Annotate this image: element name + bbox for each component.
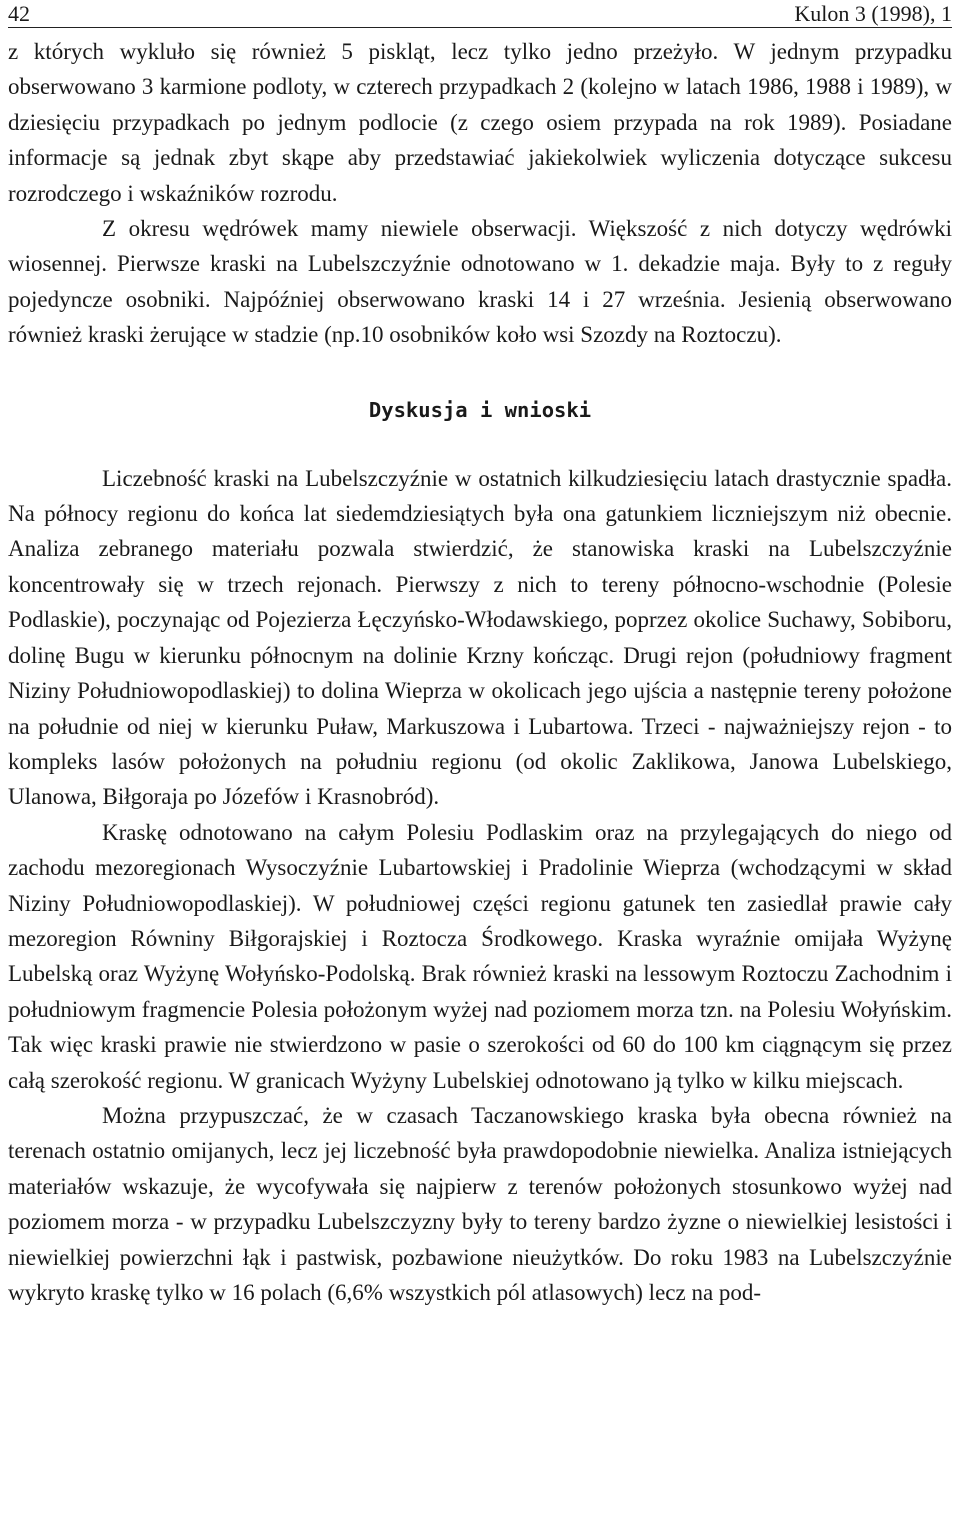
paragraph-discussion-2: Kraskę odnotowano na całym Polesiu Podlaskim oraz na przylegających do niego od zachodu mezoregionach Wysoczyźnie Lubartowskiej i Pradolinie Wieprza (wchodzącymi w skład Niziny Południowopodlaskiej). W południowej części regionu gatunek ten zasiedlał prawie cały mezoregion Równiny Biłgorajskiej i Roztocza Środkowego. Kraska wyraźnie omijała Wyżynę Lubelską oraz Wyżynę Wołyńsko-Podolską. Brak również kraski na lessowym Roztoczu Zachodnim i południowym fragmencie Polesia położonym wyżej nad poziomem morza tzn. na Polesiu Wołyńskim. Tak więc kraski prawie nie stwierdzono w pasie o szerokości od 60 do 100 km ciągnącym się przez całą szerokość regionu. W granicach Wyżyny Lubelskiej odnotowano ją tylko w kilku miejscach. [8,819,952,1093]
running-header [8,0,952,28]
article-body [8,34,952,1310]
page-number: 42 [8,1,30,26]
journal-reference: Kulon 3 (1998), 1 [794,1,952,26]
paragraph-breeding-continued: z których wykluło się również 5 piskląt, lecz tylko jedno przeżyło. W jednym przypadku obserwowano 3 karmione podloty, w czterech przypadkach 2 (kolejno w latach 1986, 1988 i 1989), w dziesięciu przypadkach po jednym podlocie (z czego osiem przypada na rok 1989). Posiadane informacje są jednak zbyt skąpe aby przedstawiać jakiekolwiek wyliczenia dotyczące sukcesu rozrodczego i wskaźników rozrodu. [8,39,952,206]
paragraph-discussion-3: Można przypuszczać, że w czasach Taczanowskiego kraska była obecna również na terenach ostatnio omijanych, lecz jej liczebność była prawdopodobnie niewielka. Analiza istniejących materiałów wskazuje, że wycofywała się najpierw z terenów położonych stosunkowo wyżej nad poziomem morza - w przypadku Lubelszczyzny były to tereny bardzo żyzne o niewielkiej lesistości i niewielkiej powierzchni łąk i pastwisk, pozbawione nieużytków. Do roku 1983 na Lubelszczyźnie wykryto kraskę tylko w 16 polach (6,6% wszystkich pól atlasowych) lecz na pod- [8,1102,952,1305]
paragraph-discussion-1: Liczebność kraski na Lubelszczyźnie w ostatnich kilkudziesięciu latach drastycznie spadła. Na północy regionu do końca lat siedemdziesiątych była ona gatunkiem liczniejszym niż obecnie. Analiza zebranego materiału pozwala stwierdzić, że stanowiska kraski na Lubelszczyźnie koncentrowały się w trzech rejonach. Pierwszy z nich to tereny północno-wschodnie (Polesie Podlaskie), poczynając od Pojezierza Łęczyńsko-Włodawskiego, poprzez okolice Suchawy, Sobiboru, dolinę Bugu w kierunku północnym na dolinie Krzny kończąc. Drugi rejon (południowy fragment Niziny Południowopodlaskiej) to dolina Wieprza w okolicach jego ujścia a następnie tereny położone na południe od niej w kierunku Puław, Markuszowa i Lubartowa. Trzeci - najważniejszy rejon - to kompleks lasów położonych na południu regionu (od okolic Zaklikowa, Janowa Lubelskiego, Ulanowa, Biłgoraja po Józefów i Krasnobród). [8,465,952,810]
paragraph-migration: Z okresu wędrówek mamy niewiele obserwacji. Większość z nich dotyczy wędrówki wiosennej. Pierwsze kraski na Lubelszczyźnie odnotowano w 1. dekadzie maja. Były to z reguły pojedyncze osobniki. Najpóźniej obserwowano kraski 14 i 27 września. Jesienią obserwowano również kraski żerujące w stadzie (np.10 osobników koło wsi Szozdy na Roztoczu). [8,216,952,348]
section-heading: Dyskusja i wnioski [368,397,592,422]
document-page [8,0,952,1310]
